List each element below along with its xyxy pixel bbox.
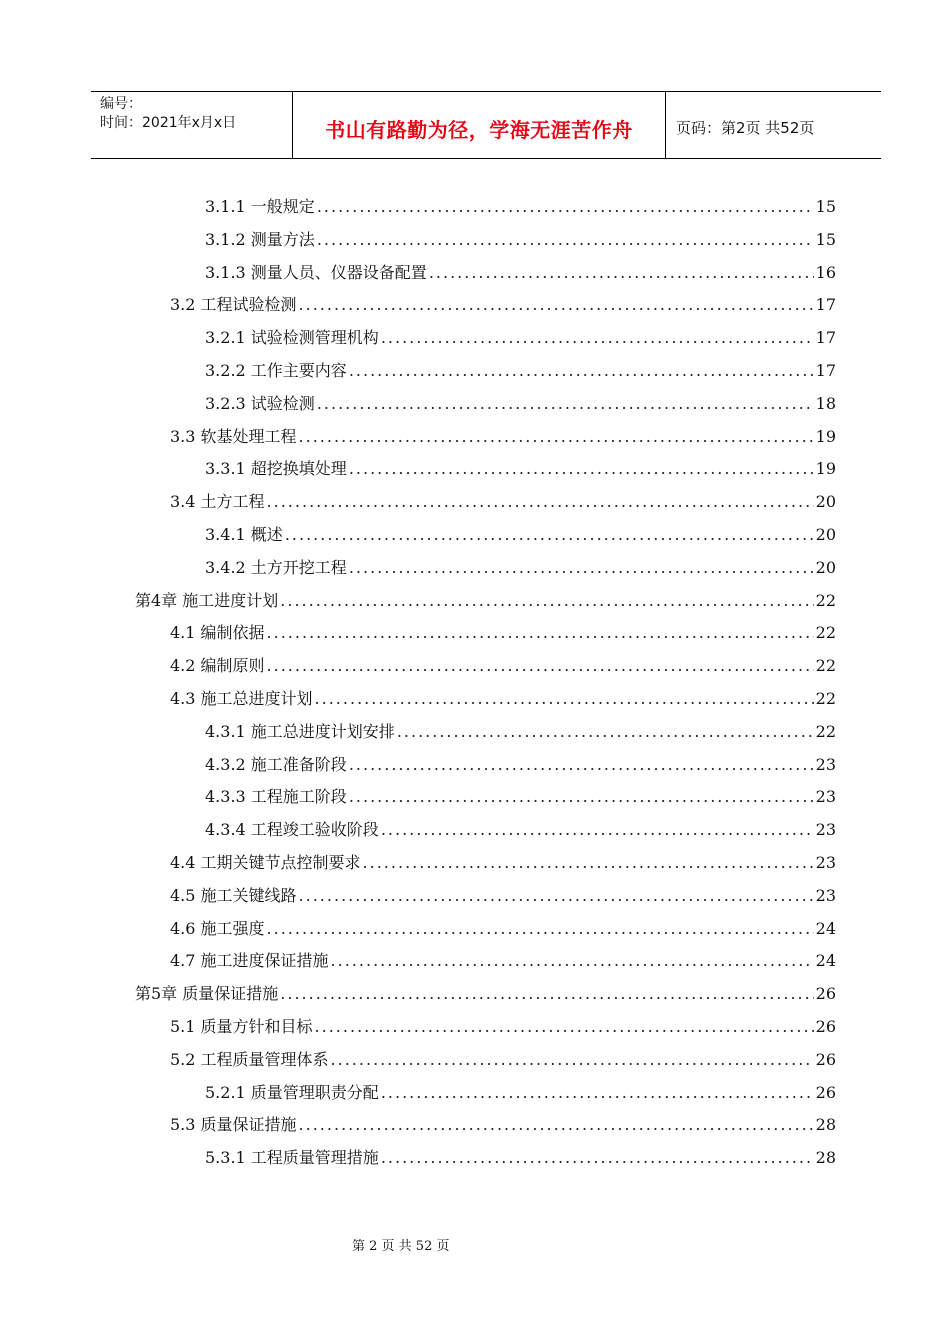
- header-right-cell: [666, 92, 881, 158]
- toc-entry-title: 4.3.1 施工总进度计划安排: [205, 721, 395, 741]
- toc-entry-title: 4.6 施工强度: [170, 918, 265, 938]
- toc-entry[interactable]: [205, 357, 836, 381]
- toc-entry-title: 3.4 土方工程: [170, 492, 265, 512]
- toc-entry-page: 23: [815, 820, 836, 840]
- toc-leader-dots: [397, 722, 814, 742]
- toc-entry-page: 28: [815, 1148, 836, 1168]
- toc-entry-title: 4.1 编制依据: [170, 623, 265, 643]
- toc-entry-title: 3.1.3 测量人员、仪器设备配置: [205, 262, 427, 282]
- toc-entry[interactable]: [170, 849, 836, 873]
- toc-entry[interactable]: [205, 226, 836, 250]
- toc-entry-title: 4.3.2 施工准备阶段: [205, 754, 347, 774]
- toc-leader-dots: [381, 1148, 814, 1168]
- toc-entry[interactable]: [205, 816, 836, 840]
- toc-entry[interactable]: [205, 783, 836, 807]
- toc-entry-title: 4.7 施工进度保证措施: [170, 951, 329, 971]
- header-left-cell: [91, 92, 293, 158]
- toc-leader-dots: [349, 459, 814, 479]
- toc-entry-title: 3.1.1 一般规定: [205, 197, 315, 216]
- toc-entry-title: 3.3 软基处理工程: [170, 426, 297, 446]
- toc-entry-title: 3.1.2 测量方法: [205, 229, 315, 249]
- toc-entry[interactable]: [205, 751, 836, 775]
- toc-entry-title: 4.3.3 工程施工阶段: [205, 787, 347, 807]
- toc-entry-page: 18: [815, 393, 836, 413]
- toc-entry[interactable]: [170, 423, 836, 447]
- toc-entry[interactable]: [170, 947, 836, 971]
- toc-entry[interactable]: [205, 521, 836, 545]
- toc-entry[interactable]: [170, 882, 836, 906]
- toc-entry-page: 24: [815, 918, 836, 938]
- toc-entry-page: 19: [815, 459, 836, 479]
- toc-leader-dots: [299, 886, 814, 906]
- toc-entry[interactable]: [205, 259, 836, 283]
- toc-entry[interactable]: [205, 390, 836, 414]
- toc-leader-dots: [267, 919, 814, 939]
- toc-leader-dots: [315, 1017, 814, 1037]
- toc-leader-dots: [299, 427, 814, 447]
- header-page-label: 页码：第2页 共52页: [676, 119, 815, 137]
- toc-entry[interactable]: [135, 980, 836, 1004]
- toc-entry[interactable]: [205, 1144, 836, 1168]
- toc-entry-title: 第5章 质量保证措施: [135, 984, 279, 1004]
- toc-entry[interactable]: [205, 324, 836, 348]
- toc-leader-dots: [285, 525, 814, 545]
- toc-entry-title: 4.3 施工总进度计划: [170, 689, 313, 708]
- toc-entry-page: 22: [815, 623, 836, 643]
- toc-entry[interactable]: [135, 587, 836, 611]
- toc-entry[interactable]: [205, 455, 836, 479]
- toc-entry-page: 23: [815, 853, 836, 872]
- toc-entry-title: 3.2.3 试验检测: [205, 393, 315, 413]
- toc-leader-dots: [315, 689, 814, 709]
- header-middle-cell: [293, 92, 666, 158]
- toc-leader-dots: [299, 295, 814, 315]
- toc-leader-dots: [267, 623, 814, 643]
- toc-leader-dots: [317, 394, 814, 414]
- toc-entry-title: 5.2 工程质量管理体系: [170, 1049, 329, 1069]
- page-footer: 第 2 页 共 52 页: [352, 1239, 450, 1254]
- toc-entry-page: 20: [815, 525, 836, 544]
- toc-entry[interactable]: [170, 291, 836, 315]
- toc-entry-title: 4.2 编制原则: [170, 656, 265, 676]
- toc-entry[interactable]: [205, 1079, 836, 1103]
- toc-entry-page: 20: [815, 557, 836, 577]
- toc-entry-title: 4.5 施工关键线路: [170, 885, 297, 905]
- toc-leader-dots: [363, 853, 814, 873]
- toc-leader-dots: [267, 492, 814, 512]
- header-motto: 书山有路勤为径，学海无涯苦作舟: [325, 118, 633, 142]
- toc-entry-page: 20: [815, 492, 836, 512]
- page-header: [91, 91, 881, 159]
- toc-entry-page: 17: [815, 328, 836, 348]
- document-number-label: 编号：: [100, 96, 142, 112]
- toc-entry[interactable]: [170, 1111, 836, 1135]
- toc-entry-title: 3.3.1 超挖换填处理: [205, 459, 347, 479]
- toc-entry-page: 22: [815, 656, 836, 676]
- toc-entry-page: 15: [815, 197, 836, 216]
- toc-entry-page: 22: [815, 689, 836, 708]
- toc-entry-page: 26: [815, 1049, 836, 1069]
- toc-entry[interactable]: [170, 1046, 836, 1070]
- toc-entry-page: 17: [815, 295, 836, 315]
- toc-entry-title: 3.2.1 试验检测管理机构: [205, 328, 379, 348]
- toc-entry-page: 19: [815, 426, 836, 446]
- toc-leader-dots: [349, 361, 814, 381]
- toc-entry[interactable]: [170, 1013, 836, 1037]
- toc-leader-dots: [349, 787, 814, 807]
- toc-entry-title: 5.2.1 质量管理职责分配: [205, 1082, 379, 1102]
- toc-entry[interactable]: [205, 554, 836, 578]
- toc-entry[interactable]: [205, 718, 836, 742]
- toc-entry-page: 26: [815, 984, 836, 1004]
- toc-leader-dots: [280, 984, 813, 1004]
- toc-entry-page: 22: [815, 721, 836, 741]
- toc-entry-title: 第4章 施工进度计划: [135, 590, 279, 610]
- toc-leader-dots: [267, 656, 814, 676]
- toc-leader-dots: [429, 263, 814, 283]
- toc-entry-title: 3.2.2 工作主要内容: [205, 361, 347, 380]
- toc-entry[interactable]: [205, 193, 836, 217]
- toc-entry-title: 5.1 质量方针和目标: [170, 1017, 313, 1036]
- toc-leader-dots: [381, 1083, 814, 1103]
- toc-entry-page: 28: [815, 1115, 836, 1135]
- document-time-label: 时间：2021年x月x日: [100, 115, 237, 131]
- toc-entry-page: 15: [815, 229, 836, 249]
- toc-entry-title: 3.2 工程试验检测: [170, 295, 297, 315]
- toc-entry-page: 17: [815, 361, 836, 380]
- toc-leader-dots: [317, 230, 814, 250]
- toc-entry[interactable]: [170, 915, 836, 939]
- toc-entry-page: 24: [815, 951, 836, 971]
- toc-leader-dots: [381, 328, 814, 348]
- toc-leader-dots: [317, 197, 814, 217]
- toc-entry-page: 23: [815, 787, 836, 807]
- toc-leader-dots: [299, 1115, 814, 1135]
- toc-entry[interactable]: [170, 685, 836, 709]
- toc-entry-page: 23: [815, 885, 836, 905]
- toc-leader-dots: [331, 951, 814, 971]
- toc-leader-dots: [331, 1050, 814, 1070]
- toc-entry-title: 5.3.1 工程质量管理措施: [205, 1148, 379, 1168]
- toc-entry-title: 4.4 工期关键节点控制要求: [170, 853, 361, 872]
- toc-entry-page: 26: [815, 1017, 836, 1036]
- toc-leader-dots: [280, 591, 813, 611]
- toc-entry-title: 5.3 质量保证措施: [170, 1115, 297, 1135]
- toc-entry-title: 3.4.2 土方开挖工程: [205, 557, 347, 577]
- toc-entry[interactable]: [170, 488, 836, 512]
- toc-entry-title: 3.4.1 概述: [205, 525, 283, 544]
- toc-leader-dots: [381, 820, 814, 840]
- toc-entry-page: 16: [815, 262, 836, 282]
- toc-leader-dots: [349, 558, 814, 578]
- toc-entry-page: 23: [815, 754, 836, 774]
- toc-entry[interactable]: [170, 619, 836, 643]
- toc-leader-dots: [349, 755, 814, 775]
- toc-entry-page: 26: [815, 1082, 836, 1102]
- toc-entry-page: 22: [815, 590, 836, 610]
- toc-entry[interactable]: [170, 652, 836, 676]
- toc-entry-title: 4.3.4 工程竣工验收阶段: [205, 820, 379, 840]
